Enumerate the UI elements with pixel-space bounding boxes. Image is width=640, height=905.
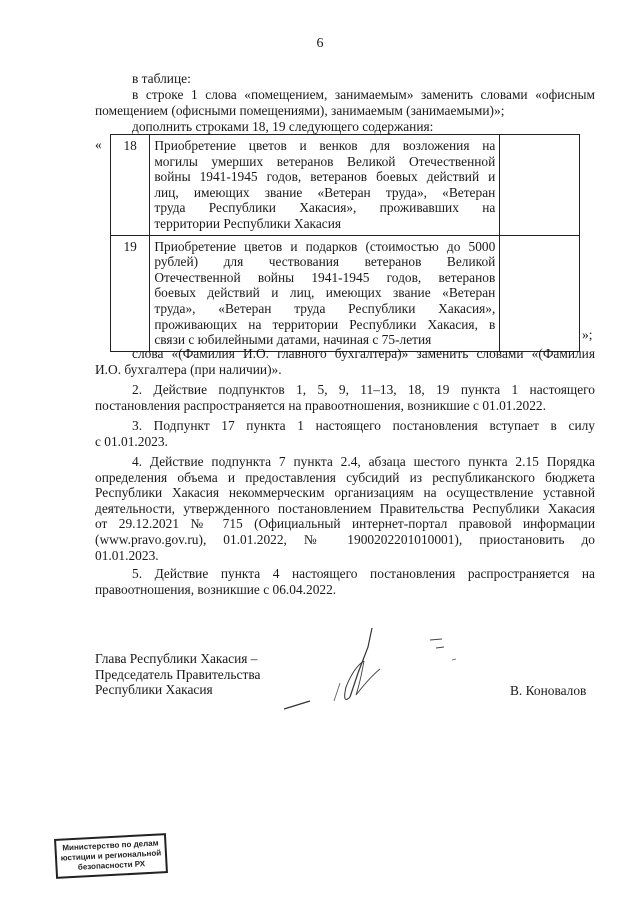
item-line: Республики Хакасия некоммерческим организациям на осуществление уставной [95,485,595,501]
item-5 [95,566,595,597]
row-line: войны 1941-1945 годов, ветеранов боевых действий и [154,169,496,185]
item-line: правоотношения, возникшие с 06.04.2022. [95,581,337,597]
row-line: проживающих на территории Республики Хакасия, в [154,316,496,332]
row-line: связи с юбилейными датами, начиная с 75-летия [154,332,432,348]
insert-table [110,134,580,352]
ministry-stamp [54,833,168,879]
replace-note-line-2: И.О. бухгалтера (при наличии)». [95,362,282,377]
row-line: Приобретение цветов и подарков (стоимостью до 5000 [154,238,496,254]
item-line: 01.01.2023. [95,547,159,563]
row-number: 19 [111,235,150,351]
row-line: лиц, имеющих звание «Ветеран труда», «Ветеран [154,184,496,200]
item-line: 4. Действие подпункта 7 пункта 2.4, абзаца шестого пункта 2.15 Порядка [132,454,595,469]
row-text [150,235,500,351]
row-empty-cell [500,235,580,351]
table-row [111,235,580,351]
signatory-title-line: Глава Республики Хакасия – [95,651,258,666]
item-2 [95,382,595,413]
row-line: Приобретение цветов и венков для возложения на [154,138,496,153]
item-line: деятельности, утвержденного постановлением Правительства Республики Хакасия [95,500,595,516]
row-line: могилы умерших ветеранов Великой Отечественной [154,153,496,169]
item-line: 2. Действие подпунктов 1, 5, 9, 11–13, 18, 19 пункта 1 настоящего [132,382,595,397]
intro-line-2b: помещением (офисными помещениями), занимаемым (занимаемыми)»; [95,103,505,118]
row-line: рублей) для чествования ветеранов Великой [154,254,496,270]
row-line: боевых действий и лиц, имеющих звание «Ветеран [154,285,496,301]
quote-open: « [95,137,102,152]
item-line: 5. Действие пункта 4 настоящего постановления распространяется на [132,566,595,581]
item-line: определения объема и предоставления субсидий из республиканского бюджета [95,469,595,485]
row-text [150,135,500,236]
item-line: (www.pravo.gov.ru), 01.01.2022, № 1900202201010001), приостановить до [95,531,595,547]
row-line: территории Республики Хакасия [154,215,342,231]
item-4 [95,454,595,563]
handwritten-signature [280,625,480,720]
item-line: от 29.12.2021 № 715 (Официальный интернет-портал правовой информации [95,516,595,532]
stamp-line: Министерство по делам [62,838,159,853]
row-empty-cell [500,135,580,236]
signatory-title-line: Председатель Правительства [95,666,261,682]
item-3 [95,418,595,449]
signatory-title-line: Республики Хакасия [95,682,213,698]
row-line: труда», «Ветеран труда Республики Хакасия», [154,300,496,316]
signatory-name: В. Коновалов [510,683,587,698]
item-line: 3. Подпункт 17 пункта 1 настоящего постановления вступает в силу [132,418,595,433]
intro-line-1: в таблице: [132,71,191,86]
intro-line-3: дополнить строками 18, 19 следующего содержания: [132,119,434,134]
page-number: 6 [316,36,324,51]
quote-close: »; [582,327,593,342]
row-number: 18 [111,135,150,236]
row-line: Отечественной войны 1941-1945 годов, ветеранов [154,269,496,285]
row-line: труда Республики Хакасия», проживавших на [154,200,496,216]
intro-line-2a: в строке 1 слова «помещением, занимаемым» заменить словами «офисным [132,87,595,102]
table-row [111,135,580,236]
item-line: с 01.01.2023. [95,433,168,449]
stamp-line: юстиции и региональной [60,848,162,863]
item-line: постановления распространяется на правоотношения, возникшие с 01.01.2022. [95,397,546,413]
stamp-line: безопасности РХ [77,859,146,872]
replace-note-line-1: слова «(Фамилия И.О. главного бухгалтера)» заменить словами «(Фамилия [132,346,595,361]
